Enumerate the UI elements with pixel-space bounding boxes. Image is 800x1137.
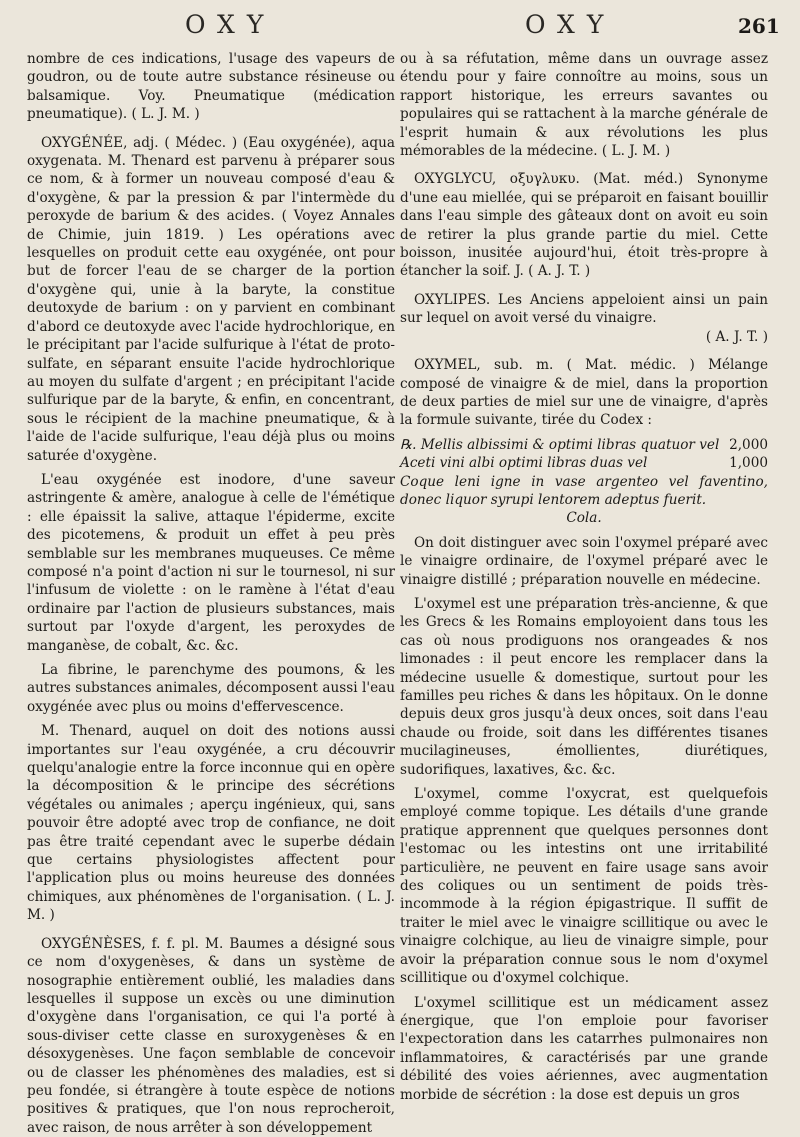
paragraph-scillitique: L'oxymel scillitique est un médicament assez énergique, que l'on emploie pour favoriser l'expectoration dans les catarrhes pulmonaires non inflammatoires, & caractérisés par une grande débilité des voies aériennes, avec augmentation morbide de sécrétion : la dose est depuis un gros bbox=[400, 994, 768, 1103]
entry-oxyglycu: OXYGLYCU, οξυγλυκυ. (Mat. méd.) Synonyme d'une eau miellée, qui se préparoit en faisant bouillir dans l'eau simple des gâteaux dont on avoit eu soin de retirer la plus grande partie du miel. Cette boisson, inusitée aujourd'hui, étoit très-propre à étancher la soif. J. ( A. J. T. ) bbox=[400, 171, 768, 280]
left-column bbox=[27, 50, 395, 1136]
paragraph-continuation: nombre de ces indications, l'usage des vapeurs de goudron, ou de toute autre substance résineuse ou balsamique. Voy. Pneumatique (médication pneumatique). ( L. J. M. ) bbox=[27, 51, 395, 123]
paragraph-distinguer: On doit distinguer avec soin l'oxymel préparé avec le vinaigre ordinaire, de l'oxymel préparé avec le vinaigre distillé ; préparation nouvelle en médecine. bbox=[400, 534, 768, 588]
entry-oxygeneses: OXYGÉNÈSES, f. f. pl. M. Baumes a désigné sous ce nom d'oxygenèses, & dans un système de nosographie entièrement oublié, les maladies dans lesquelles il suppose un excès ou une diminution d'oxygène dans l'organisation, ce qui l'a porté à sous-diviser cette classe en suroxygenèses & en désoxygenèses. Une façon semblable de concevoir ou de classer les phénomènes des maladies, est si peu fondée, si étrangère à toute espèce de notions positives & pratiques, que l'on nous reprocheroit, avec raison, de nous arrêter à son développement bbox=[27, 935, 395, 1136]
paragraph-eau-oxygenee-properties: L'eau oxygénée est inodore, d'une saveur astringente & amère, analogue à celle de l'émétique : elle épaissit la salive, attaque l'épiderme, excite des picotemens, & produit un effet à peu près semblable sur les membranes muqueuses. Ce même composé n'a point d'action ni sur le tournesol, ni sur l'infusum de violette : on le ramène à l'état d'eau ordinaire par l'action de plusieurs substances, mais surtout par l'oxyde d'argent, les peroxydes de manganèse, de cobalt, &c. &c. bbox=[27, 471, 395, 654]
paragraph-ancienne: L'oxymel est une préparation très-ancienne, & que les Grecs & les Romains employoient dans tous les cas où nous prodiguons nos orangeades & nos limonades : il peut encore les remplacer dans la médecine usuelle & domestique, surtout pour les familles peu riches & dans les hôpitaux. On le donne depuis deux gros jusqu'à deux onces, soit dans l'eau chaude ou froide, soit dans les différentes tisanes mucilagineuses, émollientes, diurétiques, sudorifiques, laxatives, &c. &c. bbox=[400, 595, 768, 778]
entry-oxylipes-signature: ( A. J. T. ) bbox=[705, 328, 768, 345]
page-number: 261 bbox=[738, 14, 780, 38]
formula-line bbox=[400, 436, 768, 454]
page-header bbox=[0, 10, 800, 40]
formula-line bbox=[400, 454, 768, 472]
paragraph-fibrine: La fibrine, le parenchyme des poumons, & les autres substances animales, décomposent aussi l'eau oxygénée avec plus ou moins d'effervescence. bbox=[27, 662, 395, 715]
entry-oxygenee: OXYGÉNÉE, adj. ( Médec. ) (Eau oxygénée), aqua oxygenata. M. Thenard est parvenu à préparer sous ce nom, & à former un nouveau composé d'eau & d'oxygène, & par la pression & par l'intermède du peroxyde de barium & des acides. ( Voyez Annales de Chimie, juin 1819. ) Les opérations avec lesquelles on produit cette eau oxygénée, ont pour but de forcer l'eau de se charger de la portion d'oxygène qui, unie à la baryte, la constitue deutoxyde de barium : on y parvient en combinant d'abord ce deutoxyde avec l'acide hydrochlorique, en le précipitant par l'acide sulfurique à l'état de proto-sulfate, en séparant ensuite l'acide hydrochlorique au moyen du sulfate d'argent ; en précipitant l'acide sulfurique par de la baryte, & enfin, en concentrant, sous le récipient de la machine pneumatique, & à l'aide de l'acide sulfurique, l'eau déjà plus ou moins saturée d'oxygène. bbox=[27, 134, 395, 464]
formula-text: ℞. Mellis albissimi & optimi libras quatuor vel bbox=[400, 436, 720, 453]
entry-oxylipes: OXYLIPES. Les Anciens appeloient ainsi un pain sur lequel on avoit versé du vinaigre. bbox=[400, 291, 768, 327]
paragraph-topique: L'oxymel, comme l'oxycrat, est quelquefois employé comme topique. Les détails d'une grande pratique apprennent que quelques personnes dont l'estomac ou les intestins ont une irritabilité particulière, ne peuvent en faire usage sans avoir des coliques ou un sentiment de poids très-incommode à la région épigastrique. Il suffit de traiter le miel avec le vinaigre scillitique ou avec le vinaigre colchique, au lieu de vinaigre simple, pour avoir la préparation connue sous le nom d'oxymel scillitique ou d'oxymel colchique. bbox=[400, 786, 768, 987]
right-column bbox=[400, 50, 768, 1103]
formula-quantity: 1,000 bbox=[729, 455, 768, 472]
formula-cola: Cola. bbox=[566, 510, 602, 527]
paragraph-continuation-right: ou à sa réfutation, même dans un ouvrage assez étendu pour y faire connoître au moins, sous un rapport historique, les erreurs savantes ou populaires qui se rattachent à la marche générale de l'esprit humain & aux révolutions les plus mémorables de la médecine. ( L. J. M. ) bbox=[400, 51, 768, 160]
formula-quantity: 2,000 bbox=[729, 436, 768, 453]
running-head-right: OXY bbox=[525, 10, 616, 39]
running-head-left: OXY bbox=[185, 10, 276, 39]
entry-oxymel: OXYMEL, sub. m. ( Mat. médic. ) Mélange composé de vinaigre & de miel, dans la proportion de deux parties de miel sur une de vinaigre, d'après la formule suivante, tirée du Codex : bbox=[400, 357, 768, 429]
formula-text: Aceti vini albi optimi libras duas vel bbox=[400, 455, 648, 472]
codex-formula bbox=[400, 436, 768, 528]
formula-instruction: Coque leni igne in vase argenteo vel faventino, donec liquor syrupi lentorem adeptus fuerit. bbox=[400, 473, 768, 508]
paragraph-thenard: M. Thenard, auquel on doit des notions aussi importantes sur l'eau oxygénée, a cru découvrir quelqu'analogie entre la force inconnue qui en opère la décomposition & le principe des sécrétions végétales ou animales ; aperçu ingénieux, qui, sans pouvoir être adopté avec trop de confiance, ne doit pas être traité cependant avec le superbe dédain que certains physiologistes affectent pour l'application plus ou moins heureuse des données chimiques, aux phénomènes de l'organisation. ( L. J. M. ) bbox=[27, 723, 395, 924]
